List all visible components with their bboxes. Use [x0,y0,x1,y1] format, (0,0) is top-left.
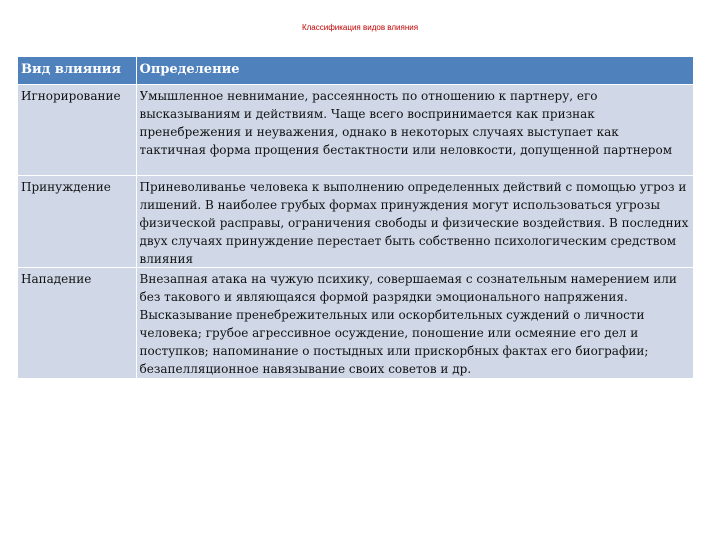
cell-definition-text: Умышленное невнимание, рассеянность по отношению к партнеру, его высказываниям и действиям. Чаще всего воспринимается как признак пренебрежения и неуважения, однако в некоторых случаях выступает как тактичная форма прощения бестактности или неловкости, допущенной партнером [139,88,673,157]
header-definition: Определение [136,57,693,84]
cell-type [18,267,136,378]
cell-type-text: Игнорирование [21,88,121,103]
cell-type [18,84,136,175]
cell-definition-text: Приневоливанье человека к выполнению определенных действий с помощью угроз и лишений. В наиболее грубых формах принуждения могут использоваться угрозы физической расправы, ограничения свободы и физические воздействия. В последних двух случаях принуждение перестает быть собственно психологическим средством влияния [139,179,689,266]
cell-type [18,175,136,267]
cell-definition [136,84,693,175]
header-type: Вид влияния [18,57,136,84]
table-row [18,175,693,267]
cell-type-text: Принуждение [21,179,111,194]
cell-definition [136,175,693,267]
table-header-row [18,57,693,84]
cell-definition [136,267,693,378]
slide-title: Классификация видов влияния [301,23,419,32]
cell-type-text: Нападение [21,271,92,286]
table-row [18,84,693,175]
table-row [18,267,693,378]
influence-types-table [18,57,694,378]
cell-definition-text: Внезапная атака на чужую психику, совершаемая с сознательным намерением или без такового и являющаяся формой разрядки эмоционального напряжения. Высказывание пренебрежительных или оскорбительных суждений о личности человека; грубое агрессивное осуждение, поношение или осмеяние его дел и поступков; напоминание о постыдных или прискорбных фактах его биографии; безапелляционное навязывание своих советов и др. [139,271,677,376]
